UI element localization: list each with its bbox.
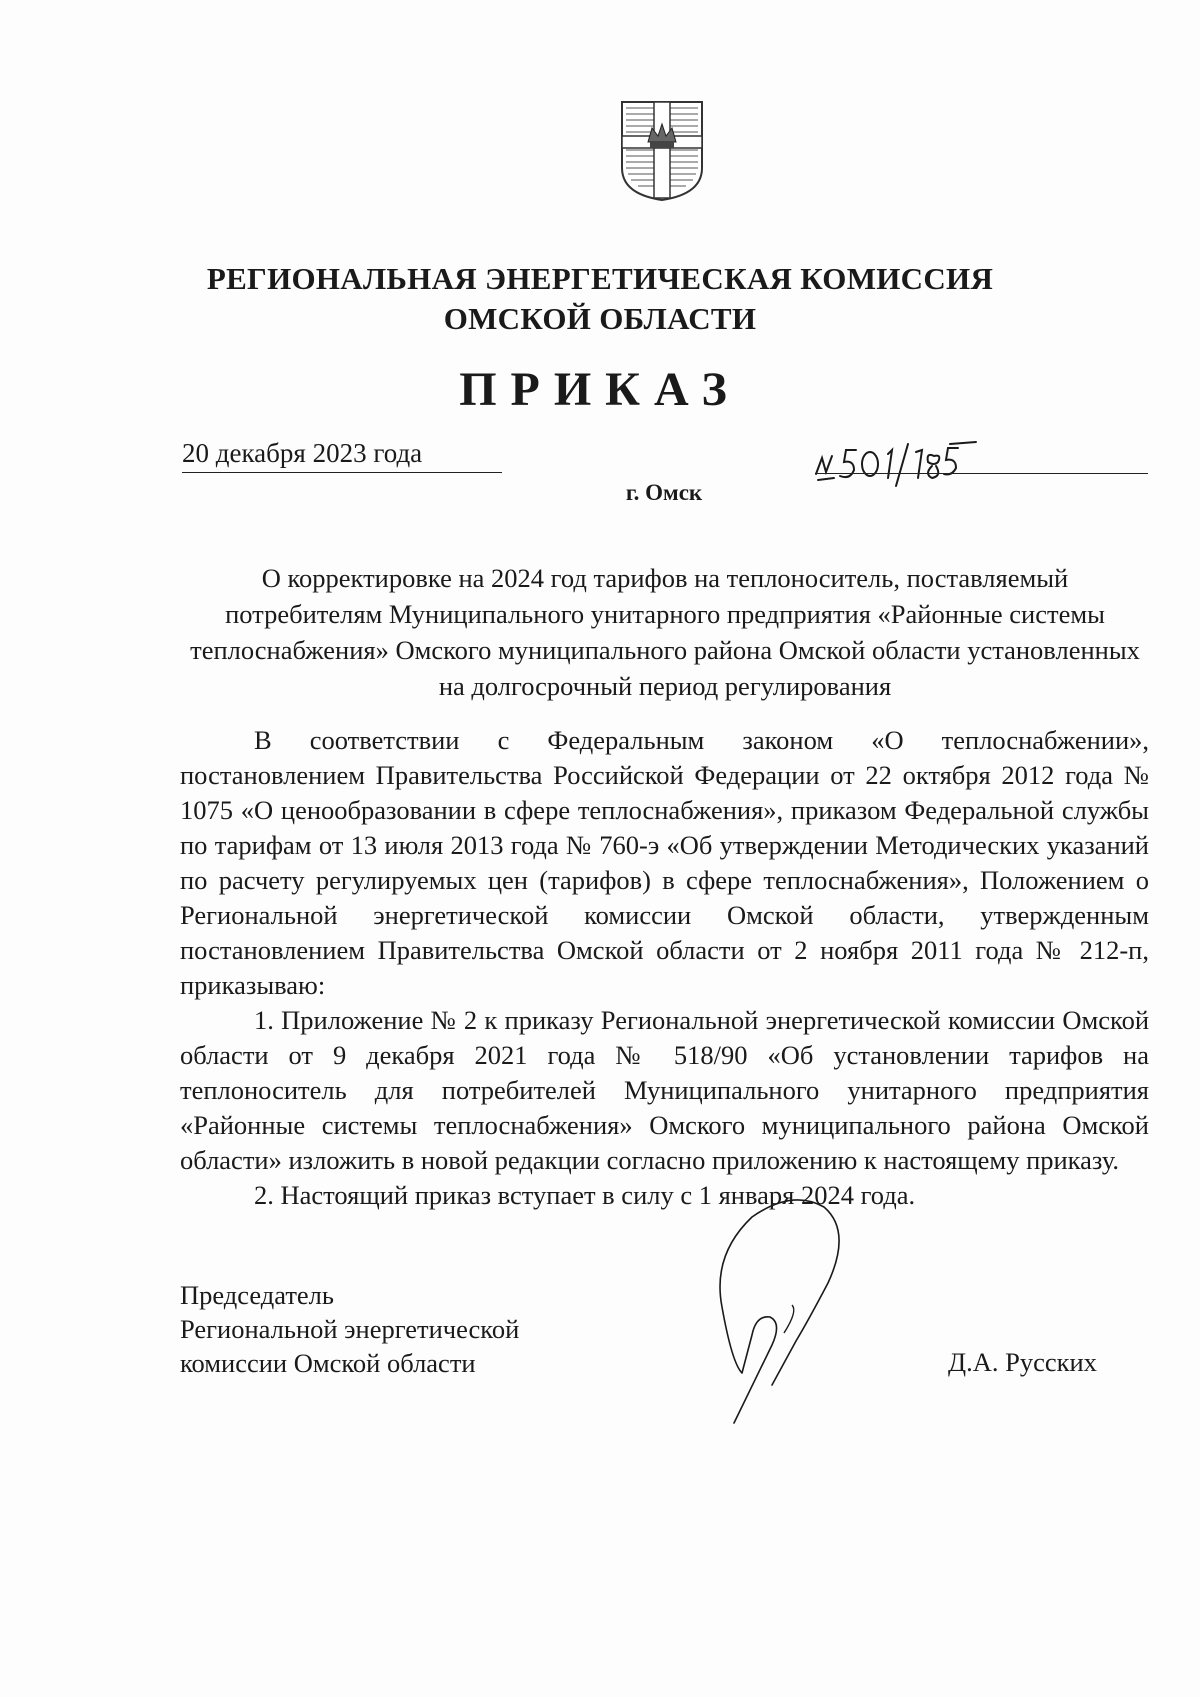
document-number-underline bbox=[815, 473, 1148, 474]
signer-position-line-3: комиссии Омской области bbox=[180, 1348, 476, 1378]
body-item-2: 2. Настоящий приказ вступает в силу с 1 января 2024 года. bbox=[254, 1180, 916, 1210]
body-item-1: 1. Приложение № 2 к приказу Региональной энергетической комиссии Омской области от 9 декабря 2021 года № 518/90 «Об установлении тарифов на теплоноситель для потребителей Муниципального унитарного предприятия «Районные системы теплоснабжения» Омского муниципального района Омской области» изложить в новой редакции согласно приложению к настоящему приказу. bbox=[180, 1005, 1149, 1175]
organization-name: РЕГИОНАЛЬНАЯ ЭНЕРГЕТИЧЕСКАЯ КОМИССИЯ bbox=[206, 261, 994, 296]
signer-position-line-2: Региональной энергетической bbox=[180, 1314, 520, 1344]
signer-position-line-1: Председатель bbox=[180, 1280, 334, 1310]
coat-of-arms-icon bbox=[618, 98, 706, 202]
document-city: г. Омск bbox=[625, 480, 703, 505]
body-preamble: В соответствии с Федеральным законом «О теплоснабжении», постановлением Правительства Российской Федерации от 22 октября 2012 года № 1075 «О ценообразовании в сфере теплоснабжения», приказом Федеральной службы по тарифам от 13 июля 2013 года № 760-э «Об утверждении Методических указаний по расчету регулируемых цен (тарифов) в сфере теплоснабжения», Положением о Региональной энергетической комиссии Омской области, утвержденным постановлением Правительства Омской области от 2 ноября 2011 года № 212-п, приказываю: bbox=[180, 725, 1149, 1000]
signer-position bbox=[180, 1278, 519, 1380]
document-date: 20 декабря 2023 года bbox=[182, 436, 502, 473]
handwritten-signature bbox=[712, 1195, 862, 1425]
document-body bbox=[180, 723, 1149, 1213]
document-type: ПРИКАЗ bbox=[459, 363, 741, 416]
signer-name: Д.А. Русских bbox=[948, 1347, 1097, 1377]
document-subject: О корректировке на 2024 год тарифов на теплоноситель, поставляемый потребителям Муниципального унитарного предприятия «Районные системы теплоснабжения» Омского муниципального района Омской области установленных на долгосрочный период регулирования bbox=[190, 563, 1140, 701]
organization-region: ОМСКОЙ ОБЛАСТИ bbox=[443, 301, 757, 336]
